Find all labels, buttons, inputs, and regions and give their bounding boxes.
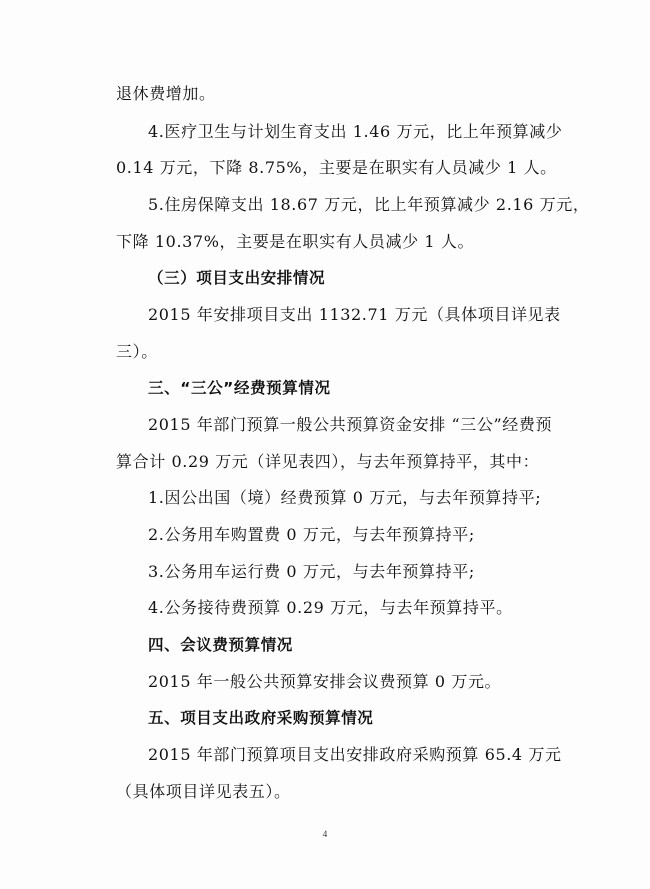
section-heading-three-public: 三、“三公”经费预算情况 [148,379,331,397]
paragraph-line-17: 2015 年一般公共预算安排会议费预算 0 万元。 [148,672,502,691]
section-heading-project-expenditure: （三）项目支出安排情况 [148,269,326,287]
section-heading-procurement: 五、项目支出政府采购预算情况 [148,709,374,727]
list-item-2: 2.公务用车购置费 0 万元，与去年预算持平; [148,525,475,544]
section-heading-meeting-fee: 四、会议费预算情况 [148,636,293,654]
paragraph-line-1: 退休费增加。 [116,84,216,103]
paragraph-line-4: 5.住房保障支出 18.67 万元，比上年预算减少 2.16 万元， [148,195,590,214]
paragraph-line-11: 算合计 0.29 万元（详见表四），与去年预算持平，其中： [116,452,540,471]
paragraph-line-19: 2015 年部门预算项目支出安排政府采购预算 65.4 万元 [148,745,562,764]
list-item-1: 1.因公出国（境）经费预算 0 万元，与去年预算持平; [148,488,542,507]
paragraph-line-3: 0.14 万元，下降 8.75%，主要是在职实有人员减少 1 人。 [116,158,557,177]
paragraph-line-2: 4.医疗卫生与计划生育支出 1.46 万元，比上年预算减少 [148,122,563,141]
paragraph-line-20: （具体项目详见表五）。 [116,782,291,801]
paragraph-line-8: 三）。 [116,342,158,361]
paragraph-line-5: 下降 10.37%，主要是在职实有人员减少 1 人。 [116,232,475,251]
list-item-4: 4.公务接待费预算 0.29 万元，与去年预算持平。 [148,598,513,617]
paragraph-line-10: 2015 年部门预算一般公共预算资金安排 “三公”经费预 [148,415,553,434]
list-item-3: 3.公务用车运行费 0 万元，与去年预算持平; [148,562,475,581]
page-number: 4 [322,829,328,839]
paragraph-line-7: 2015 年安排项目支出 1132.71 万元（具体项目详见表 [148,305,561,324]
